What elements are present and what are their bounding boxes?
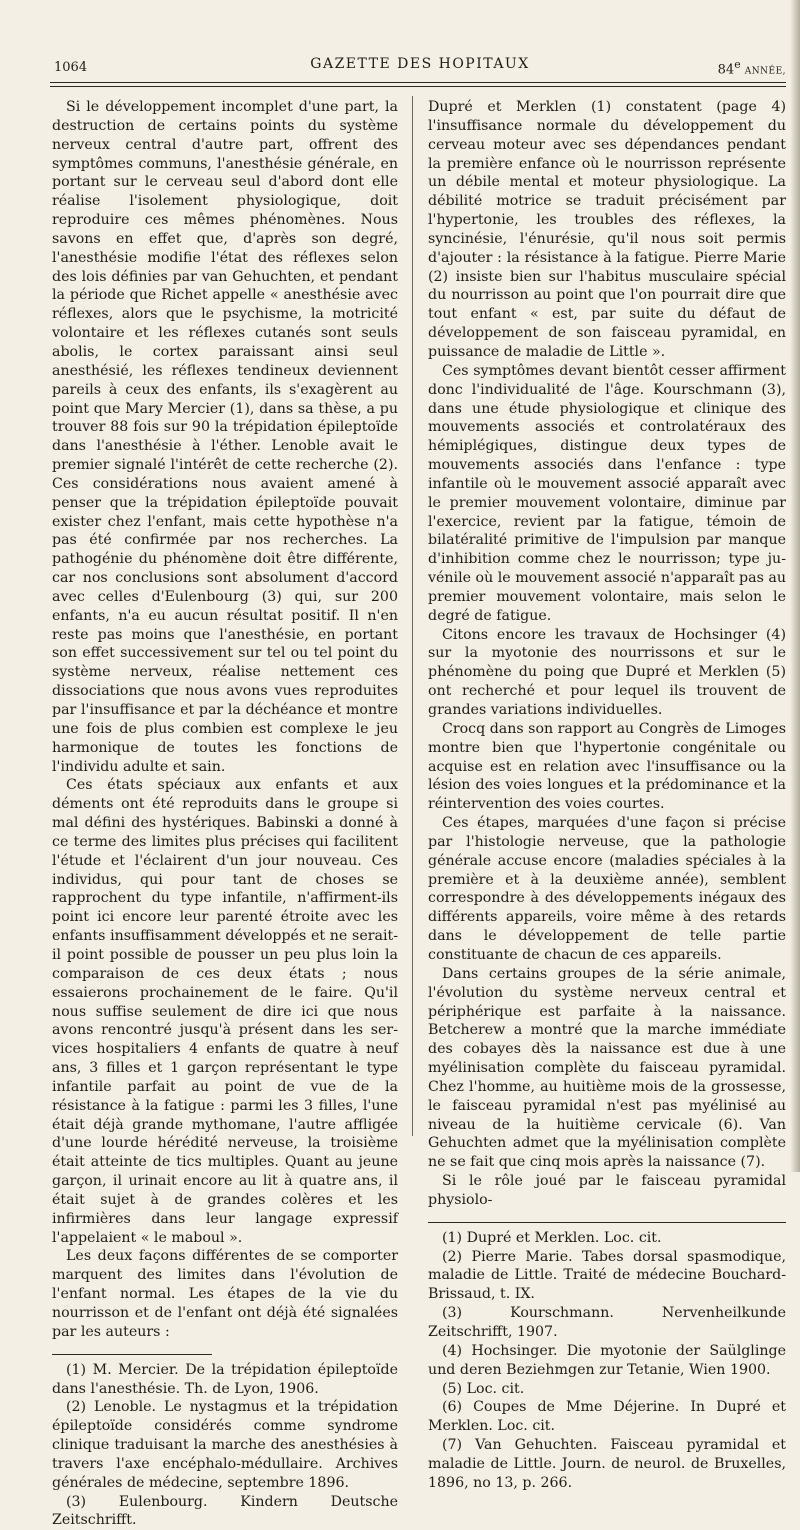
paragraph: Si le rôle joué par le faisceau pyramidal physiolo- (428, 1173, 786, 1208)
footnote-rule (428, 1222, 786, 1223)
page-edge-shadow (790, 0, 800, 1172)
paragraph: Dupré et Merklen (1) constatent (page 4) l'insuffisance normale du développement du cerveau moteur avec ses dépendances pendant la première enfance où le nourrisson représente un débile mental et moteur physiologique. La débilité motrice se traduit précisément par l'hypertonie, les troubles des réflexes, la syncinésie, l'énurésie, qu'il nous soit permis d'ajouter : la résistance à la fatigue. Pierre Marie (2) insiste bien sur l'habitus musculaire spécial du nourrisson au point que l'on pourrait dire que tout enfant « est, par suite du défaut de développement de son faisceau pyramidal, en puissance de maladie de Little ». (428, 99, 786, 360)
footnote: (5) Loc. cit. (442, 1380, 525, 1397)
year-word: ANNÉE, (744, 66, 786, 77)
footnote: (7) Van Gehuchten. Faisceau pyramidal et maladie de Little. Journ. de neurol. de Bruxelles, 1896, no 13, p. 266. (428, 1437, 786, 1491)
paragraph: Ces états spéciaux aux enfants et aux déments ont été reproduits dans le groupe si mal défini des hystériques. Babinski a donné à ce terme des limites plus précises qui facilitent l'étude et l'éclairent d'un jour nouveau. Ces individus, qui pour tant de choses se rapprochent du type infantile, n'affirment-ils point ici encore leur parenté étroite avec les enfants insuffisamment développés et ne serait-il point possible de pousser un peu plus loin la comparaison de ces deux états ; nous essaierons prochainement de le faire. Qu'il nous suffise seulement de dire ici que nous avons rencontré jusqu'à présent dans les services hospitaliers 4 enfants de quatre à neuf ans, 3 filles et 1 garçon représentant le type infantile parfait au point de vue de la résistance à la fatigue : parmi les 3 filles, l'une était déjà grande mythomane, l'autre affligée d'une lourde hérédité nerveuse, la troisième était atteinte de tics multiples. Quant au jeune garçon, il urinait encore au lit à quatre ans, il était sujet à de grandes colères et les infirmières dans leur langage expressif l'appelaient « le maboul ». (52, 777, 398, 1246)
header-rule-thin (50, 86, 786, 87)
year-superscript: e (734, 58, 741, 71)
footnote: (3) Eulenbourg. Kindern Deutsche Zeitschrifft. (52, 1493, 398, 1529)
paragraph: Ces symptômes devant bientôt cesser affirment donc l'individualité de l'âge. Kourschmann (3), dans une étude physiologique et clinique des mouvements associés et controlatéraux des hémiplégiques, distingue deux types de mouvements associés dans l'enfance : type infantile où le mouvement associé apparaît avec le premier mouvement volontaire, diminue par l'exercice, revient par la fatigue, témoin de bilatéralité primitive de l'impulsion par manque d'inhibition comme chez le nourrisson; type juvénile où le mouvement associé n'apparaît pas au premier mouvement volontaire, mais selon le degré de fatigue. (428, 362, 786, 624)
volume-year (718, 58, 786, 77)
footnote: (1) M. Mercier. De la trépidation épileptoïde dans l'anesthésie. Th. de Lyon, 1906. (52, 1361, 398, 1397)
column-separator (412, 96, 413, 1136)
paragraph: Ces étapes, marquées d'une façon si précise par l'histologie nerveuse, que la pathologie générale accuse encore (maladies spéciales à la première et à la deuxième année), semblent correspondre à des développements inégaux des différents appareils, voire même à des retards dans le développement de telle partie constituante de chacun de ces appareils. (428, 815, 786, 963)
footnote: (3) Kourschmann. Nervenheilkunde Zeitschrifft, 1907. (428, 1305, 786, 1340)
paragraph: Crocq dans son rapport au Congrès de Limoges montre bien que l'hypertonie congénitale ou acquise est en relation avec l'insuffisance ou la lésion des voies longues et la prédominance et la réintervention des voies courtes. (428, 720, 786, 813)
paragraph: Les deux façons différentes de se comporter marquent des limites dans l'évolution de l'enfant normal. Les étapes de la vie du nourrisson et de l'enfant ont déjà été signalées par les auteurs : (52, 1248, 398, 1340)
paragraph: Citons encore les travaux de Hochsinger (4) sur la myotonie des nourrissons et sur le phénomène du poing que Dupré et Merklen (5) ont recherché et pour lequel ils trouvent de grandes variations individuelles. (428, 626, 786, 718)
journal-title: GAZETTE DES HOPITAUX (310, 56, 530, 72)
footnote: (1) Dupré et Merklen. Loc. cit. (442, 1229, 662, 1246)
paragraph: Si le développement incomplet d'une part, la destruction de certains points du système nerveux central d'autre part, offrent des symptômes communs, l'anesthésie générale, en portant sur le cerveau seul d'abord dont elle réalise l'isolement physiologique, doit reproduire ces mêmes phénomènes. Nous savons en effet que, d'après son degré, l'anesthésie modifie l'état des réflexes selon des lois définies par van Gehuchten, et pendant la période que Richet appelle « anesthésie avec réflexes, alors que le psychisme, la motricité volontaire et les réflexes cutanés sont seuls abolis, le cortex paraissant ainsi seul anesthésié, les réflexes tendineux deviennent pareils à ceux des enfants, ils s'exagèrent au point que Mary Mercier (1), dans sa thèse, a pu trouver 88 fois sur 90 la trépidation épileptoïde dans l'anesthésie à l'éther. Lenoble avait le premier signalé l'intérêt de cette recherche (2). Ces considérations nous avaient amené à penser que la trépidation épileptoïde pouvait exister chez l'enfant, mais cette hypothèse n'a pas été confirmée par nos recherches. La pathogénie du phénomène doit être différente, car nos conclusions sont absolument d'accord avec celles d'Eulenbourg (3) qui, sur 200 enfants, n'a eu aucun résultat positif. Il n'en reste pas moins que l'anesthésie, en portant son effet successivement sur tel ou tel point du système nerveux, réalise nettement ces dissociations que nous avons vues reproduites par l'insuffisance et par la déchéance et montre une fois de plus combien est complexe le jeu harmonique de toutes les fonctions de l'individu adulte et sain. (52, 99, 398, 775)
header-rule-thick (50, 82, 786, 83)
footnote: (4) Hochsinger. Die myotonie der Saülglinge und deren Beziehmgen zur Tetanie, Wien 1900. (428, 1342, 786, 1378)
footnote: (2) Pierre Marie. Tabes dorsal spasmodique, maladie de Little. Traité de médecine Bouchard-Brissaud, t. IX. (428, 1248, 786, 1303)
year-number: 84 (717, 62, 735, 78)
left-column (52, 98, 398, 1529)
footnote-rule (52, 1354, 212, 1355)
footnote: (6) Coupes de Mme Déjerine. In Dupré et Merklen. Loc. cit. (428, 1399, 786, 1435)
page-number: 1064 (54, 60, 88, 75)
footnote: (2) Lenoble. Le nystagmus et la trépidation épileptoïde considérés comme syndrome clinique traduisant la marche des anesthésies à travers l'axe encéphalo-médullaire. Archives générales de médecine, septembre 1896. (52, 1399, 398, 1491)
running-header (54, 56, 786, 80)
paragraph: Dans certains groupes de la série animale, l'évolution du système nerveux central et périphérique est parfaite à la naissance. Betcherew a montré que la marche immédiate des cobayes dès la naissance est due à une myélinisation complète du faisceau pyramidal. Chez l'homme, au huitième mois de la grossesse, le faisceau pyramidal n'est pas myélinisé au niveau de la huitième cervicale (6). Van Gehuchten admet que la myélinisation complète ne se fait que cinq mois après la naissance (7). (428, 965, 786, 1171)
right-column (428, 98, 786, 1491)
